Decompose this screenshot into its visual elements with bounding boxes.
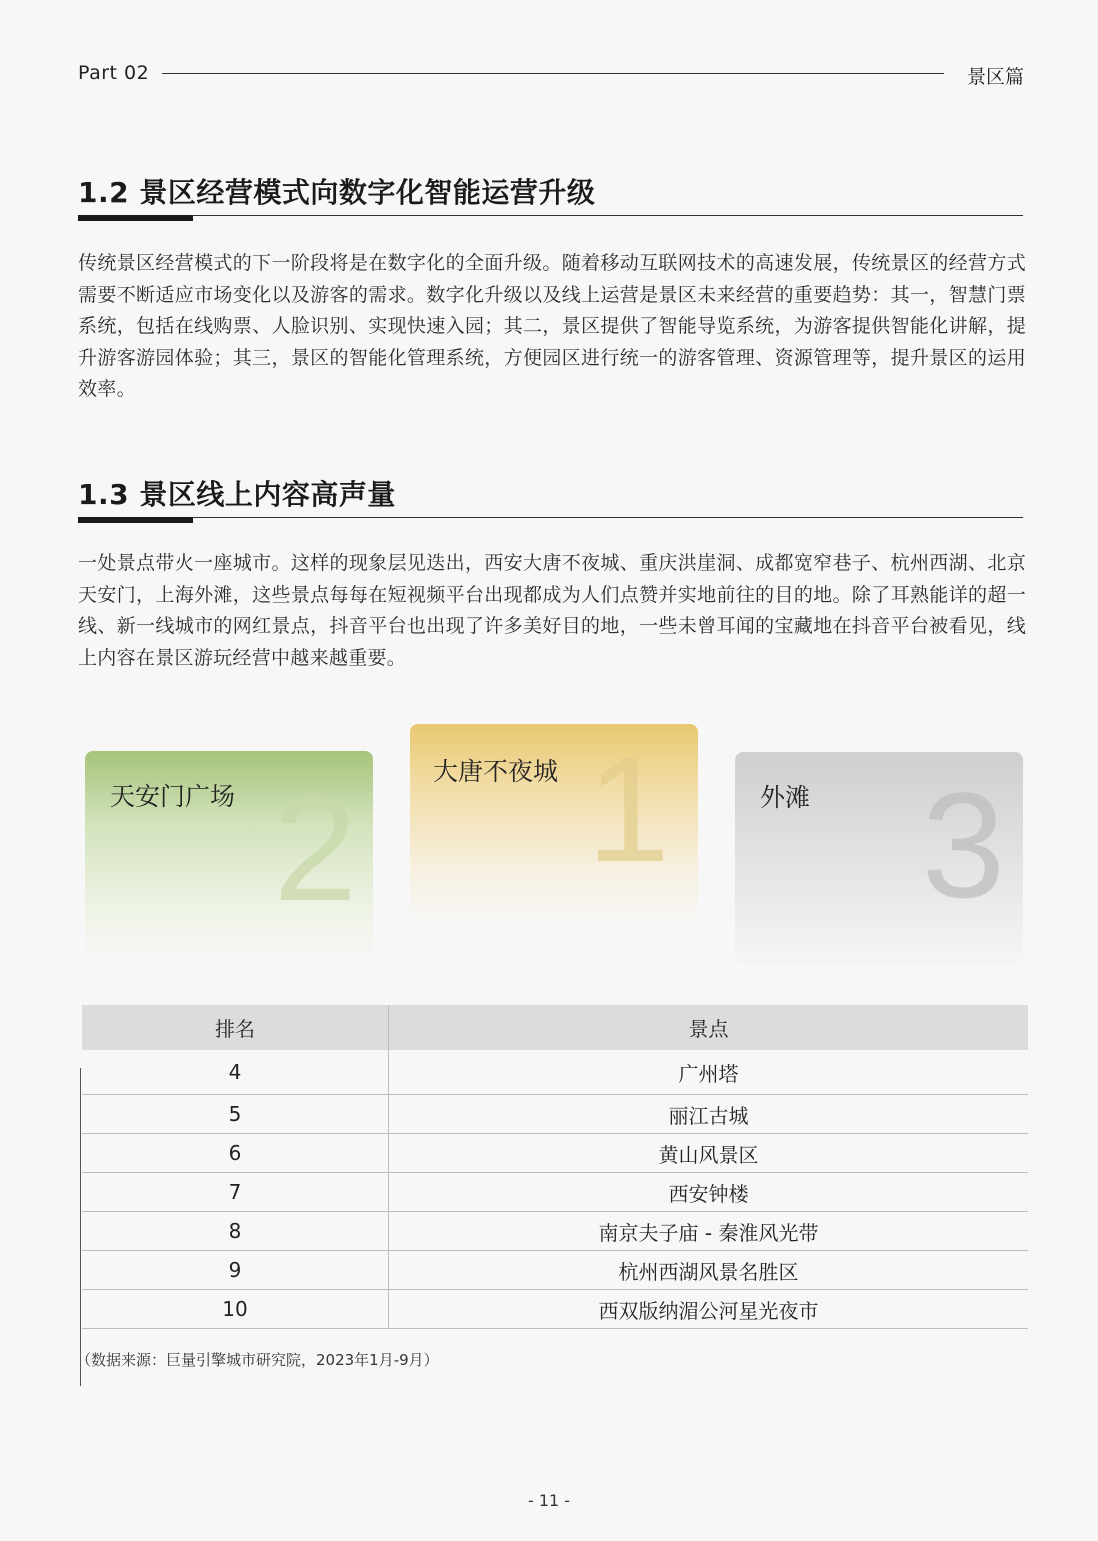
page-number: - 11 - — [527, 1491, 571, 1510]
rank-cell: 10 — [82, 1290, 389, 1329]
table-row — [82, 1095, 1028, 1134]
rank-number: 3 — [921, 761, 1005, 929]
paragraph-1-3: 一处景点带火一座城市。这样的现象层见迭出，西安大唐不夜城、重庆洪崖洞、成都宽窄巷子、杭州西湖、北京天安门，上海外滩，这些景点每每在短视频平台出现都成为人们点赞并实地前往的目的地。除了耳熟能详的超一线、新一线城市的网红景点，抖音平台也出现了许多美好目的地，一些未曾耳闻的宝藏地在抖音平台被看见，线上内容在景区游玩经营中越来越重要。 — [78, 552, 1026, 669]
table-left-rule — [80, 1068, 81, 1386]
attraction-cell: 广州塔 — [389, 1050, 1029, 1095]
table-row — [82, 1173, 1028, 1212]
part-label: Part 02 — [78, 62, 150, 84]
attraction-cell: 西双版纳湄公河星光夜市 — [389, 1290, 1029, 1329]
attraction-cell: 黄山风景区 — [389, 1134, 1029, 1173]
heading-1-3: 1.3 景区线上内容高声量 — [78, 478, 396, 511]
rank-cell: 9 — [82, 1251, 389, 1290]
column-header-rank: 排名 — [82, 1005, 389, 1050]
table-row — [82, 1290, 1028, 1329]
podium-card-rank-3 — [735, 752, 1023, 964]
table-row — [82, 1212, 1028, 1251]
heading-1-3-rule — [78, 517, 1023, 518]
rank-cell: 6 — [82, 1134, 389, 1173]
table-row — [82, 1251, 1028, 1290]
header-rule — [162, 73, 944, 74]
podium-card-rank-1 — [410, 724, 698, 924]
attraction-name: 天安门广场 — [110, 782, 236, 811]
attraction-name: 外滩 — [760, 783, 811, 812]
section-label: 景区篇 — [966, 66, 1024, 88]
rank-cell: 7 — [82, 1173, 389, 1212]
column-header-attraction: 景点 — [389, 1005, 1029, 1050]
table-row — [82, 1134, 1028, 1173]
ranking-table — [82, 1005, 1028, 1329]
data-source-note: （数据来源：巨量引擎城市研究院，2023年1月-9月） — [76, 1351, 439, 1369]
paragraph-1-2: 传统景区经营模式的下一阶段将是在数字化的全面升级。随着移动互联网技术的高速发展，传统景区的经营方式需要不断适应市场变化以及游客的需求。数字化升级以及线上运营是景区未来经营的重要趋势：其一，智慧门票系统，包括在线购票、人脸识别、实现快速入园；其二，景区提供了智能导览系统，为游客提供智能化讲解，提升游客游园体验；其三，景区的智能化管理系统，方便园区进行统一的游客管理、资源管理等，提升景区的运用效率。 — [78, 252, 1026, 400]
attraction-name: 大唐不夜城 — [433, 757, 559, 786]
rank-cell: 8 — [82, 1212, 389, 1251]
attraction-cell: 丽江古城 — [389, 1095, 1029, 1134]
rank-cell: 5 — [82, 1095, 389, 1134]
rank-cell: 4 — [82, 1050, 389, 1095]
rank-number: 1 — [586, 725, 670, 893]
rank-number: 2 — [273, 764, 357, 932]
heading-1-2-bar — [78, 215, 193, 221]
table-header-row — [82, 1005, 1028, 1050]
page-header — [78, 62, 1024, 88]
heading-1-2-rule — [78, 215, 1023, 216]
attraction-cell: 杭州西湖风景名胜区 — [389, 1251, 1029, 1290]
attraction-cell: 西安钟楼 — [389, 1173, 1029, 1212]
podium-card-rank-2 — [85, 751, 373, 963]
heading-1-2: 1.2 景区经营模式向数字化智能运营升级 — [78, 176, 596, 209]
heading-1-3-bar — [78, 517, 193, 523]
table-row — [82, 1050, 1028, 1095]
attraction-cell: 南京夫子庙 - 秦淮风光带 — [389, 1212, 1029, 1251]
